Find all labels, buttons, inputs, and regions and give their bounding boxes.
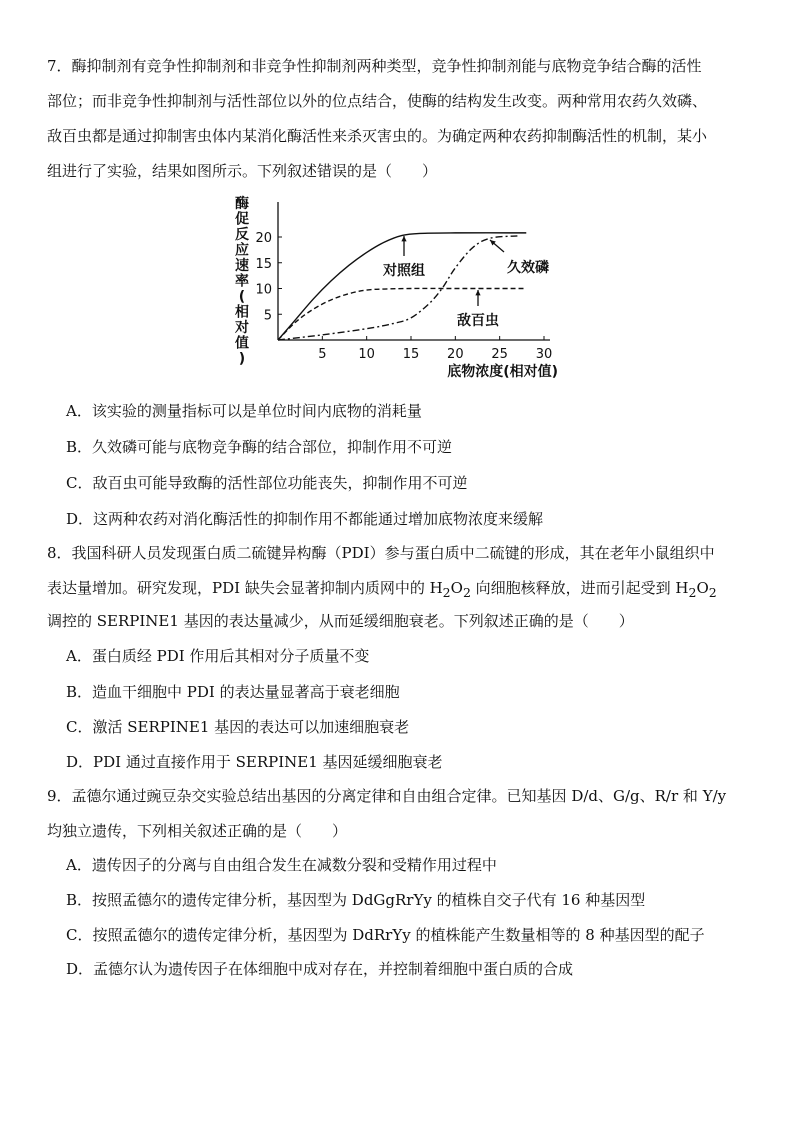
q8-line2-text-a: 表达量增加。研究发现，PDI 缺失会显著抑制内质网中的 H bbox=[47, 579, 443, 597]
x-tick-label: 30 bbox=[535, 347, 553, 362]
q7-option-a: A．该实验的测量指标可以是单位时间内底物的消耗量 bbox=[66, 402, 422, 420]
sub: 2 bbox=[708, 585, 717, 600]
x-axis-label: 底物浓度(相对值) bbox=[447, 364, 558, 380]
x-tick-label: 15 bbox=[402, 347, 420, 362]
y-axis-label: 酶促反应速率(相对值) bbox=[235, 196, 249, 367]
q7-option-d: D．这两种农药对消化酶活性的抑制作用不都能通过增加底物浓度来缓解 bbox=[66, 510, 544, 528]
y-tick-label: 10 bbox=[255, 282, 272, 298]
enzyme-rate-chart bbox=[228, 194, 568, 386]
q8-stem-line-2 bbox=[47, 577, 757, 604]
q7-option-b: B．久效磷可能与底物竞争酶的结合部位，抑制作用不可逆 bbox=[66, 438, 453, 456]
chart-svg bbox=[228, 194, 568, 386]
q9-option-a: A．遗传因子的分离与自由组合发生在减数分裂和受精作用过程中 bbox=[66, 856, 497, 874]
q9-option-b: B．按照孟德尔的遗传定律分析，基因型为 DdGgRrYy 的植株自交子代有 16 种基因型 bbox=[66, 891, 646, 909]
x-tick-label: 5 bbox=[318, 347, 327, 362]
q8-line2-text-b: O bbox=[450, 579, 463, 597]
series-label-1: 久效磷 bbox=[507, 260, 549, 276]
q9-option-d: D．孟德尔认为遗传因子在体细胞中成对存在，并控制着细胞中蛋白质的合成 bbox=[66, 960, 574, 978]
chart-annotations bbox=[382, 236, 549, 329]
q7-option-c: C．敌百虫可能导致酶的活性部位功能丧失，抑制作用不可逆 bbox=[66, 474, 468, 492]
q8-option-b: B．造血干细胞中 PDI 的表达量显著高于衰老细胞 bbox=[66, 683, 400, 701]
q9-stem-line-2: 均独立遗传，下列相关叙述正确的是（ ） bbox=[47, 822, 348, 840]
series-label-0: 对照组 bbox=[383, 263, 425, 279]
q8-stem-line-1: 8．我国科研人员发现蛋白质二硫键异构酶（PDI）参与蛋白质中二硫键的形成，其在老年小鼠组织中 bbox=[47, 544, 715, 562]
y-tick-label: 15 bbox=[255, 256, 272, 272]
q8-stem-line-3: 调控的 SERPINE1 基因的表达量减少，从而延缓细胞衰老。下列叙述正确的是（ ） bbox=[47, 612, 634, 630]
q7-stem-line-2: 部位；而非竞争性抑制剂与活性部位以外的位点结合，使酶的结构发生改变。两种常用农药久效磷、 bbox=[47, 92, 708, 110]
x-tick-label: 20 bbox=[447, 347, 464, 362]
sub: 2 bbox=[442, 585, 451, 600]
q9-stem-line-1: 9．孟德尔通过豌豆杂交实验总结出基因的分离定律和自由组合定律。已知基因 D/d、G/g、R/r 和 Y/y bbox=[47, 787, 727, 805]
q7-stem-line-1: 7．酶抑制剂有竞争性抑制剂和非竞争性抑制剂两种类型，竞争性抑制剂能与底物竞争结合酶的活性 bbox=[47, 57, 702, 75]
q7-stem-line-4: 组进行了实验，结果如图所示。下列叙述错误的是（ ） bbox=[47, 162, 438, 180]
q7-stem-line-3: 敌百虫都是通过抑制害虫体内某消化酶活性来杀灭害虫的。为确定两种农药抑制酶活性的机制，某小 bbox=[47, 127, 708, 145]
q8-line2-text-c: 向细胞核释放，进而引起受到 H bbox=[470, 579, 689, 597]
x-tick-label: 10 bbox=[358, 347, 375, 362]
arrow-head bbox=[475, 290, 480, 295]
y-tick-label: 20 bbox=[255, 231, 272, 246]
sub: 2 bbox=[688, 585, 697, 600]
y-tick-label: 5 bbox=[263, 308, 272, 324]
q8-line2-text-d: O bbox=[696, 579, 709, 597]
arrow-head bbox=[401, 236, 406, 241]
series-label-2: 敌百虫 bbox=[457, 313, 499, 329]
q8-option-a: A．蛋白质经 PDI 作用后其相对分子质量不变 bbox=[66, 647, 370, 665]
q8-option-c: C．激活 SERPINE1 基因的表达可以加速细胞衰老 bbox=[66, 718, 410, 736]
x-tick-label: 25 bbox=[491, 347, 508, 362]
sub: 2 bbox=[462, 585, 471, 600]
q9-option-c: C．按照孟德尔的遗传定律分析，基因型为 DdRrYy 的植株能产生数量相等的 8 种基因型的配子 bbox=[66, 926, 705, 944]
q8-option-d: D．PDI 通过直接作用于 SERPINE1 基因延缓细胞衰老 bbox=[66, 753, 443, 771]
